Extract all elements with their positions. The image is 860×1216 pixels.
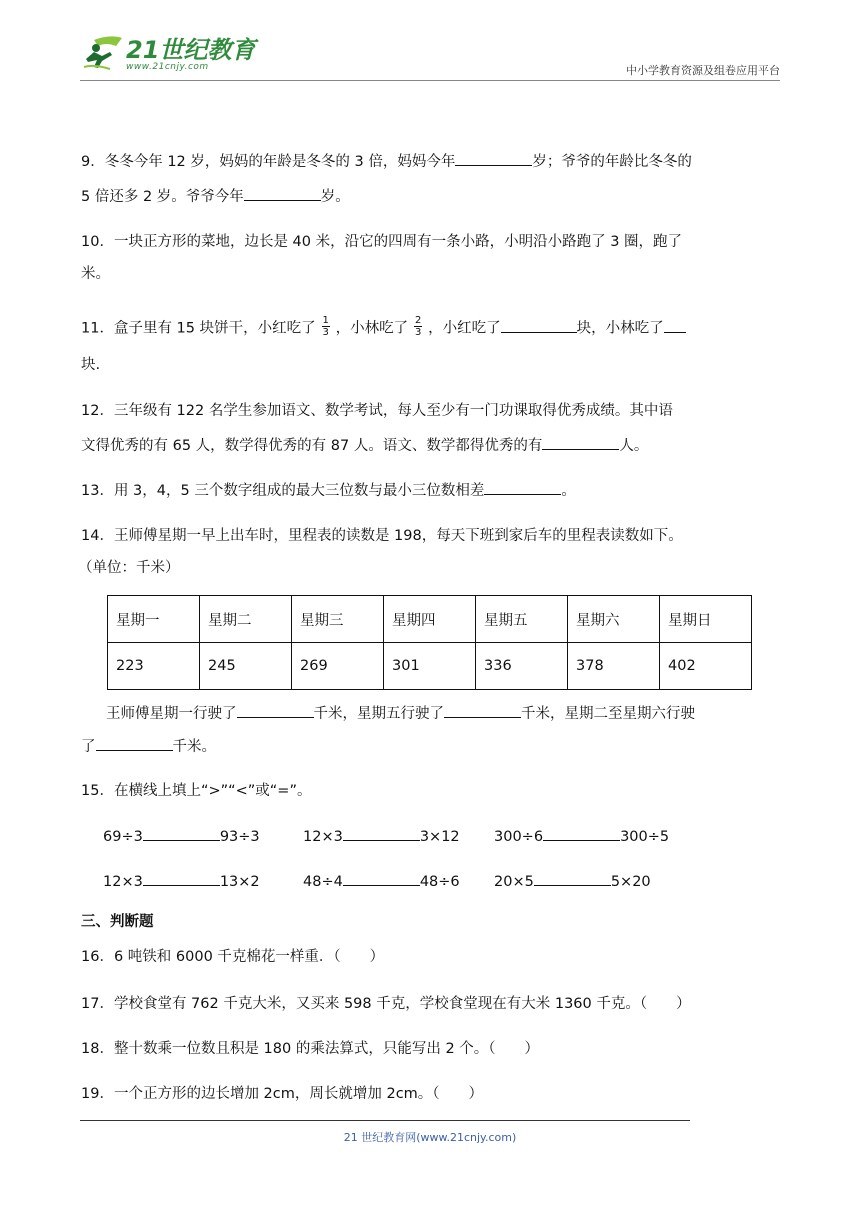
answer-blank[interactable] <box>484 480 561 495</box>
answer-blank[interactable] <box>244 186 321 201</box>
answer-blank[interactable] <box>343 826 420 841</box>
table-row <box>108 596 752 643</box>
header-platform-text: 中小学教育资源及组卷应用平台 <box>626 64 780 77</box>
question-13 <box>81 480 576 501</box>
compare-left: 48÷4 <box>303 874 343 890</box>
question-19: 19．一个正方形的边长增加 2cm，周长就增加 2cm。（ ） <box>81 1086 484 1102</box>
logo-url: www.21cnjy.com <box>126 62 209 72</box>
logo-title: 21世纪教育 <box>126 36 256 64</box>
question-text: ，小红吃了 <box>428 320 501 337</box>
table-header-cell: 星期一 <box>108 596 200 643</box>
question-10-line-2: 米。 <box>81 266 110 282</box>
question-14-fill-line-2 <box>81 736 216 757</box>
question-text: 千米，星期五行驶了 <box>313 706 444 722</box>
table-header-cell: 星期五 <box>476 596 568 643</box>
question-9-line-2 <box>81 186 350 207</box>
table-cell: 336 <box>476 643 568 690</box>
fraction-numerator: 1 <box>322 315 329 326</box>
header-divider <box>80 80 780 81</box>
section-title-judgement: 三、判断题 <box>81 914 154 930</box>
question-text: 千米。 <box>172 739 216 755</box>
question-14-fill-line-1 <box>106 703 695 724</box>
answer-blank[interactable] <box>543 826 620 841</box>
question-18: 18．整十数乘一位数且积是 180 的乘法算式，只能写出 2 个。（ ） <box>81 1041 540 1057</box>
question-12-line-1: 12．三年级有 122 名学生参加语文、数学考试，每人至少有一门功课取得优秀成绩。其中语 <box>81 403 673 419</box>
question-text: 千米，星期二至星期六行驶 <box>521 706 695 722</box>
question-17: 17．学校食堂有 762 千克大米，又买来 598 千克，学校食堂现在有大米 1360 千克。（ ） <box>81 996 691 1012</box>
question-16: 16．6 吨铁和 6000 千克棉花一样重．（ ） <box>81 949 385 965</box>
question-11-line-1 <box>81 317 686 340</box>
question-text: 13．用 3，4，5 三个数字组成的最大三位数与最小三位数相差 <box>81 483 485 499</box>
compare-right: 5×20 <box>610 874 651 890</box>
fraction-one-third <box>322 315 330 338</box>
compare-left: 69÷3 <box>103 829 143 845</box>
compare-right: 3×12 <box>419 829 460 845</box>
answer-blank[interactable] <box>237 703 314 718</box>
answer-blank[interactable] <box>664 318 686 333</box>
compare-right: 13×2 <box>219 874 260 890</box>
question-14-unit: （单位：千米） <box>78 560 180 576</box>
question-text: 岁；爷爷的年龄比冬冬的 <box>532 154 692 170</box>
odometer-table <box>107 595 752 690</box>
table-header-cell: 星期二 <box>200 596 292 643</box>
answer-blank[interactable] <box>96 736 173 751</box>
fraction-two-thirds <box>414 315 422 338</box>
compare-right: 93÷3 <box>219 829 260 845</box>
question-text: 人。 <box>619 438 649 454</box>
compare-right: 48÷6 <box>419 874 460 890</box>
question-text: 块，小林吃了 <box>576 320 664 337</box>
question-text: 了 <box>81 739 96 755</box>
question-text: ，小林吃了 <box>335 320 409 337</box>
answer-blank[interactable] <box>534 871 611 886</box>
compare-item <box>303 826 460 847</box>
runner-logo-icon <box>80 34 124 72</box>
compare-left: 12×3 <box>303 829 343 845</box>
footer-divider <box>80 1120 690 1121</box>
table-header-cell: 星期六 <box>568 596 660 643</box>
table-header-cell: 星期日 <box>660 596 752 643</box>
question-12-line-2 <box>81 435 648 456</box>
compare-left: 20×5 <box>494 874 534 890</box>
question-10-line-1: 10．一块正方形的菜地，边长是 40 米，沿它的四周有一条小路，小明沿小路跑了 3 圈，跑了 <box>81 234 683 250</box>
question-text: 文得优秀的有 65 人，数学得优秀的有 87 人。语文、数学都得优秀的有 <box>81 438 543 454</box>
table-cell: 269 <box>292 643 384 690</box>
table-cell: 223 <box>108 643 200 690</box>
question-text: 11．盒子里有 15 块饼干，小红吃了 <box>81 320 316 337</box>
table-cell: 245 <box>200 643 292 690</box>
compare-item <box>494 871 651 892</box>
question-11-line-2: 块. <box>81 357 101 373</box>
answer-blank[interactable] <box>343 871 420 886</box>
fraction-numerator: 2 <box>414 315 422 326</box>
compare-item <box>494 826 669 847</box>
question-text: 。 <box>561 483 576 499</box>
table-row <box>108 643 752 690</box>
site-logo <box>80 28 280 76</box>
answer-blank[interactable] <box>143 871 220 886</box>
question-text: 5 倍还多 2 岁。爷爷今年 <box>81 189 244 205</box>
question-9-line-1 <box>81 151 692 172</box>
question-text: 9．冬冬今年 12 岁，妈妈的年龄是冬冬的 3 倍，妈妈今年 <box>81 154 456 170</box>
answer-blank[interactable] <box>455 151 532 166</box>
question-15-instruction: 15．在横线上填上“>”“<”或“=”。 <box>81 783 312 799</box>
compare-item <box>303 871 460 892</box>
table-header-cell: 星期三 <box>292 596 384 643</box>
compare-left: 300÷6 <box>494 829 544 845</box>
footer-text: 21 世纪教育网(www.21cnjy.com) <box>343 1131 517 1144</box>
compare-left: 12×3 <box>103 874 143 890</box>
table-header-cell: 星期四 <box>384 596 476 643</box>
answer-blank[interactable] <box>542 435 619 450</box>
fraction-denominator: 3 <box>322 327 329 338</box>
table-cell: 402 <box>660 643 752 690</box>
table-cell: 378 <box>568 643 660 690</box>
fraction-denominator: 3 <box>414 327 422 338</box>
table-cell: 301 <box>384 643 476 690</box>
answer-blank[interactable] <box>444 703 521 718</box>
compare-item <box>103 871 260 892</box>
page-header <box>80 28 780 82</box>
answer-blank[interactable] <box>501 318 577 333</box>
question-14-line-1: 14．王师傅星期一早上出车时，里程表的读数是 198，每天下班到家后车的里程表读数如下。 <box>81 528 683 544</box>
answer-blank[interactable] <box>143 826 220 841</box>
compare-item <box>103 826 260 847</box>
question-text: 王师傅星期一行驶了 <box>106 706 237 722</box>
question-text: 岁。 <box>320 189 350 205</box>
compare-right: 300÷5 <box>620 829 670 845</box>
